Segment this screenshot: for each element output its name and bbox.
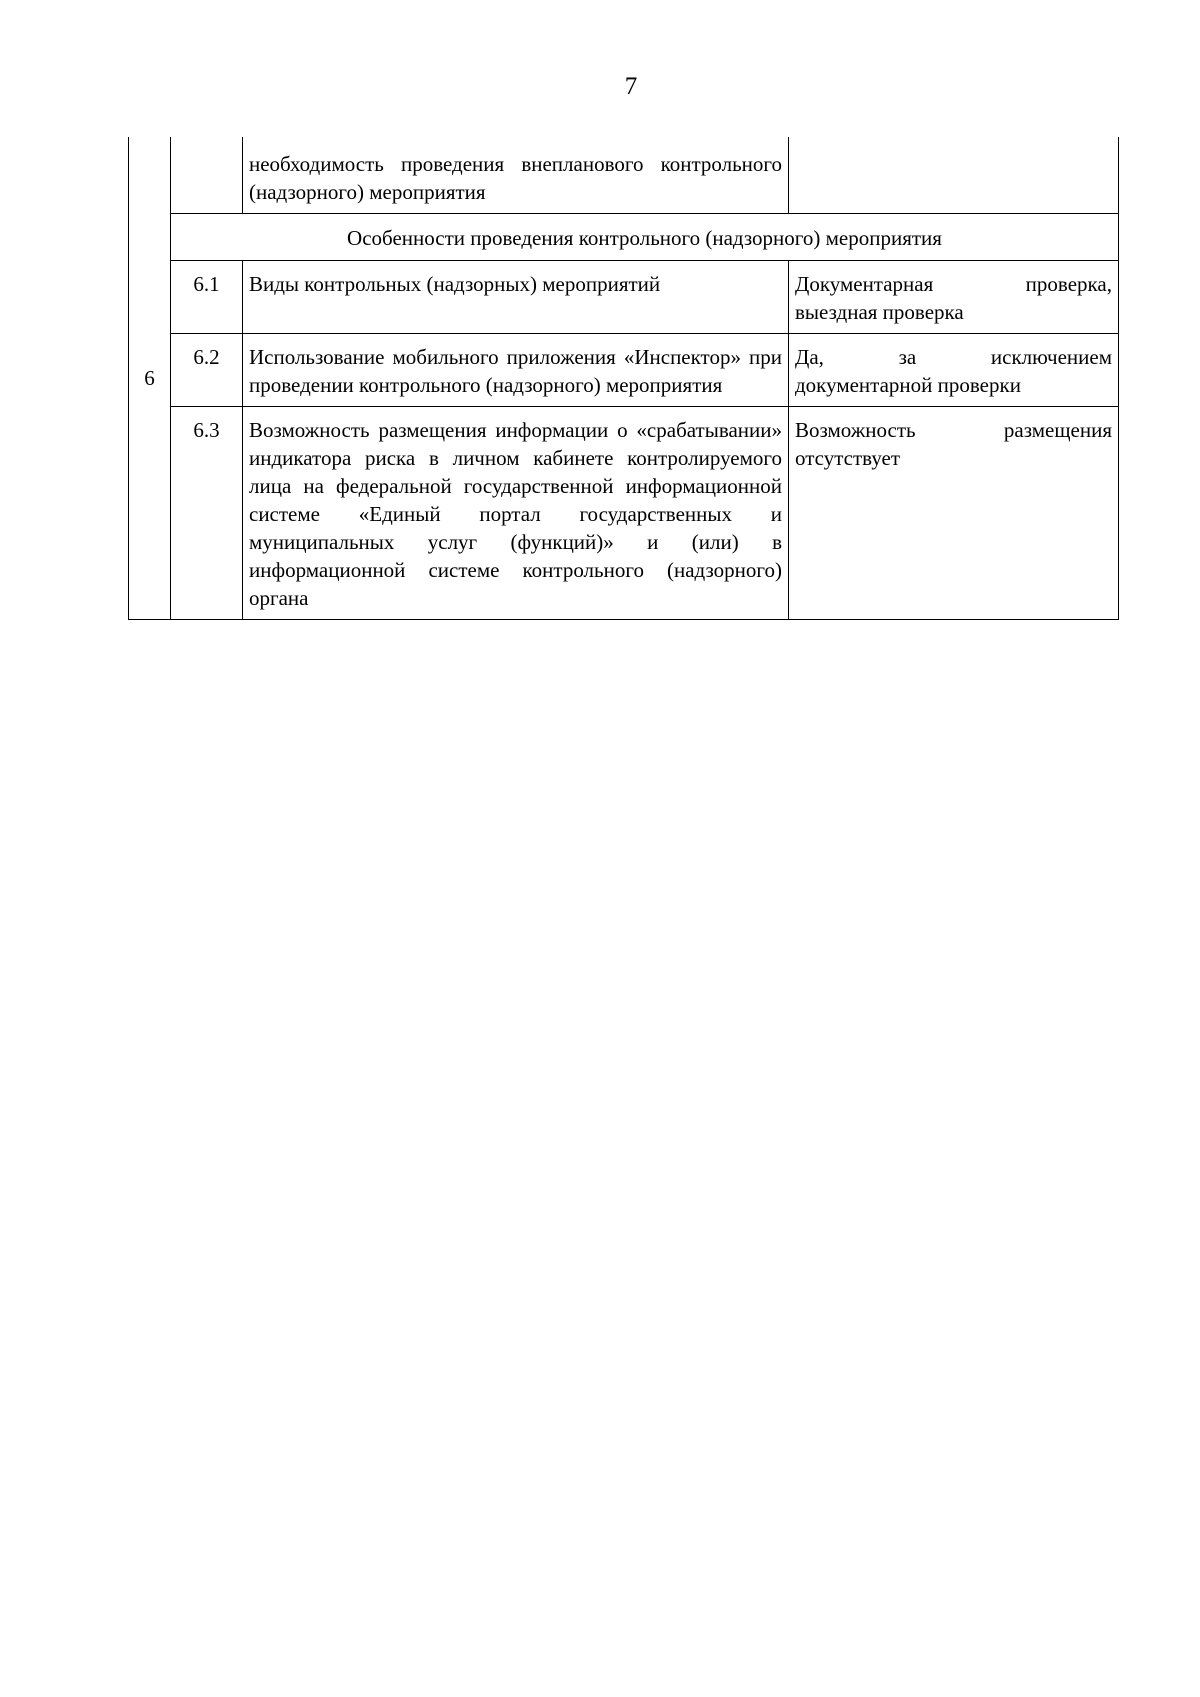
row-number-cell: 6.3 — [171, 407, 243, 620]
section-heading: Особенности проведения контрольного (надзорного) мероприятия — [171, 214, 1119, 261]
row-value-cell: Документарная проверка, выездная проверка — [789, 261, 1119, 334]
table-row — [129, 334, 1119, 407]
row-number-cell: 6.2 — [171, 334, 243, 407]
section-number-cell: 6 — [129, 137, 171, 620]
table-row — [129, 407, 1119, 620]
row-number-cell — [171, 137, 243, 214]
table-row — [129, 261, 1119, 334]
row-description-cell: Виды контрольных (надзорных) мероприятий — [243, 261, 789, 334]
section-heading-row — [129, 214, 1119, 261]
row-value-cell — [789, 137, 1119, 214]
row-number-cell: 6.1 — [171, 261, 243, 334]
row-description-cell: Использование мобильного приложения «Инспектор» при проведении контрольного (надзорного) мероприятия — [243, 334, 789, 407]
row-description-cell: необходимость проведения внепланового контрольного (надзорного) мероприятия — [243, 137, 789, 214]
row-description-cell: Возможность размещения информации о «срабатывании» индикатора риска в личном кабинете контролируемого лица на федеральной государственной информационной системе «Единый портал государственных и муниципальных услуг (функций)» и (или) в информационной системе контрольного (надзорного) органа — [243, 407, 789, 620]
row-value-cell: Возможность размещения отсутствует — [789, 407, 1119, 620]
row-value-cell: Да, за исключением документарной проверки — [789, 334, 1119, 407]
table-row-continuation — [129, 137, 1119, 214]
page-number: 7 — [624, 73, 638, 100]
regulation-table — [128, 137, 1119, 620]
